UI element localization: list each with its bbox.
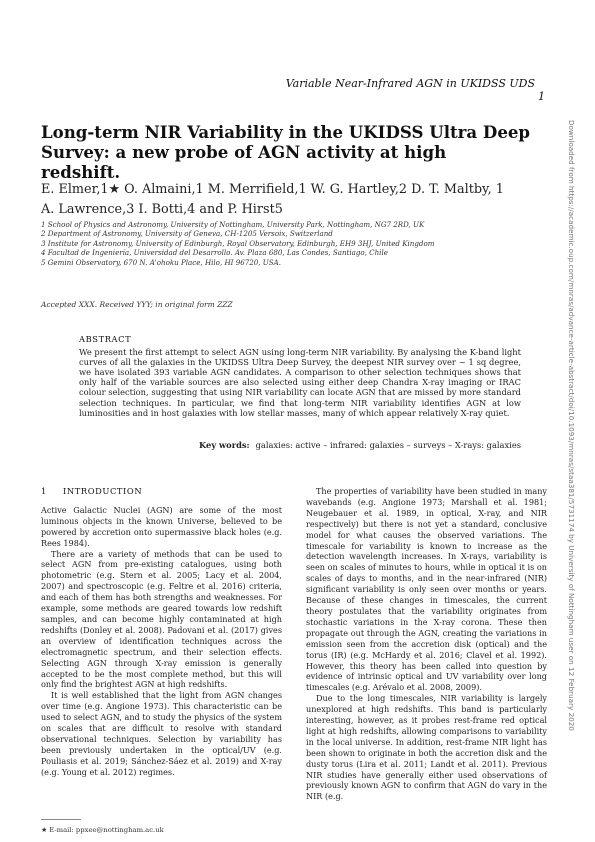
abstract-text: We present the first attempt to select AGN using long-term NIR variability. By analysing the K-band light curves of all the galaxies in the UKIDSS Ultra Deep Survey, the deepest NIR survey over ~ 1 sq degree, we have isolated 393 variable AGN candidates. A comparison to other selection techniques shows that only half of the variable sources are also selected using either deep Chandra X-ray imaging or IRAC colour selection, suggesting that using NIR variability can locate AGN that are missed by more standard selection techniques. In particular, we find that long-term NIR variability identifies AGN at low luminosities and in host galaxies with low stellar masses, many of which appear relatively X-ray quiet. <box>79 347 521 418</box>
affiliation-2: 2 Department of Astronomy, University of Geneva, CH-1205 Versoix, Switzerland <box>41 229 333 239</box>
authors-line-1: E. Elmer,1★ O. Almaini,1 M. Merrifield,1 W. G. Hartley,2 D. T. Maltby, 1 <box>41 182 504 197</box>
affiliation-4: 4 Facultad de Ingeniería, Universidad del Desarrollo. Av. Plaza 680, Las Condes, Santiago, Chile <box>41 248 388 258</box>
keywords-text: galaxies: active – infrared: galaxies – surveys – X-rays: galaxies <box>255 440 521 450</box>
affiliation-3: 3 Institute for Astronomy, University of Edinburgh, Royal Observatory, Edinburgh, EH9 3HJ, United Kingdom <box>41 238 435 248</box>
paper-title: Long-term NIR Variability in the UKIDSS Ultra Deep Survey: a new probe of AGN activity at high redshift. <box>41 122 531 182</box>
affiliation-1: 1 School of Physics and Astronomy, University of Nottingham, University Park, Nottingham, NG7 2RD, UK <box>41 220 425 229</box>
download-watermark <box>566 120 580 731</box>
left-column <box>41 486 282 778</box>
page-number: 1 <box>538 90 545 103</box>
right-column <box>306 486 547 802</box>
section-number: 1 <box>41 486 47 496</box>
intro-paragraph-1: Active Galactic Nuclei (AGN) are some of the most luminous objects in the known Universe, believed to be powered by accretion onto supermassive black holes (e.g. Rees 1984). <box>41 504 282 548</box>
affiliations <box>41 220 541 267</box>
affiliation-5: 5 Gemini Observatory, 670 N. A'ohoku Place, Hilo, HI 96720, USA. <box>41 257 281 267</box>
footnote-rule <box>41 819 81 820</box>
section-heading <box>41 486 282 497</box>
authors-line-2: A. Lawrence,3 I. Botti,4 and P. Hirst5 <box>41 202 283 217</box>
intro-paragraph-2: There are a variety of methods that can be used to select AGN from pre-existing catalogues, using both photometric (e.g. Stern et al. 2005; Lacy et al. 2004, 2007) and spectroscopic (e.g. Feltre et al. 2016) criteria, and each of them has both strengths and weaknesses. For example, some methods are geared towards low redshift samples, and can become highly contaminated at high redshifts (Donley et al. 2008). Padovani et al. (2017) gives an overview of identification techniques across the electromagnetic spectrum, and their selection effects. Selecting AGN through X-ray emission is generally accepted to be the most complete method, but this will only find the brightest AGN at high redshifts. <box>41 548 282 690</box>
keywords <box>79 440 521 450</box>
abstract <box>79 334 521 418</box>
footnote-email: ★ E-mail: ppxee@nottingham.ac.uk <box>41 826 164 834</box>
intro-paragraph-5: Due to the long timescales, NIR variability is largely unexplored at high redshifts. This band is particularly interesting, however, as it probes rest-frame red optical light at high redshifts, allowing comparisons to variability in the local universe. In addition, rest-frame NIR light has been shown to originate in both the accretion disk and the dusty torus (Lira et al. 2011; Landt et al. 2011). Previous NIR studies have generally either used observations of previously known AGN to confirm that AGN do vary in the NIR (e.g. <box>306 693 547 802</box>
intro-paragraph-4: The properties of variability have been studied in many wavebands (e.g. Angione 1973; Marshall et al. 1981; Neugebauer et al. 1989, in optical, X-ray, and NIR respectively) but there is not yet a standard, conclusive model for what causes the observed variations. The timescale for variability is known to increase as the detection wavelength increases. In X-rays, variability is seen on scales of minutes to hours, while in optical it is on scales of days to months, and in the near-infrared (NIR) significant variability is only seen over months or years. Because of these changes in timescales, the current theory postulates that the variability originates from stochastic variations in the X-ray corona. These then propagate out through the AGN, creating the variations in emission seen from the accretion disk (optical) and the torus (IR) (e.g. McHardy et al. 2016; Clavel et al. 1992). However, this theory has been called into question by evidence of intrinsic optical and UV variability over long timescales (e.g. Arévalo et al. 2008, 2009). <box>306 486 547 693</box>
section-title: INTRODUCTION <box>63 486 143 496</box>
running-title: Variable Near-Infrared AGN in UKIDSS UDS <box>285 77 535 90</box>
author-list <box>41 180 541 220</box>
abstract-heading: ABSTRACT <box>79 334 132 344</box>
keywords-label: Key words: <box>199 440 250 450</box>
accepted-line: Accepted XXX. Received YYY; in original form ZZZ <box>41 300 233 309</box>
running-header <box>285 77 545 103</box>
download-watermark-text: Downloaded from https://academic.oup.com/mnras/advance-article-abstract/doi/10.1093/mnras/staa381/5731174 by University of Nottingham user on 12 February 2020 <box>567 120 576 731</box>
intro-paragraph-3: It is well established that the light from AGN changes over time (e.g. Angione 1973). This characteristic can be used to select AGN, and to study the physics of the system on scales that are difficult to resolve with standard observational techniques. Selection by variability has been previously undertaken in the optical/UV (e.g. Pouliasis et al. 2019; Sánchez-Sáez et al. 2019) and X-ray (e.g. Young et al. 2012) regimes. <box>41 690 282 777</box>
